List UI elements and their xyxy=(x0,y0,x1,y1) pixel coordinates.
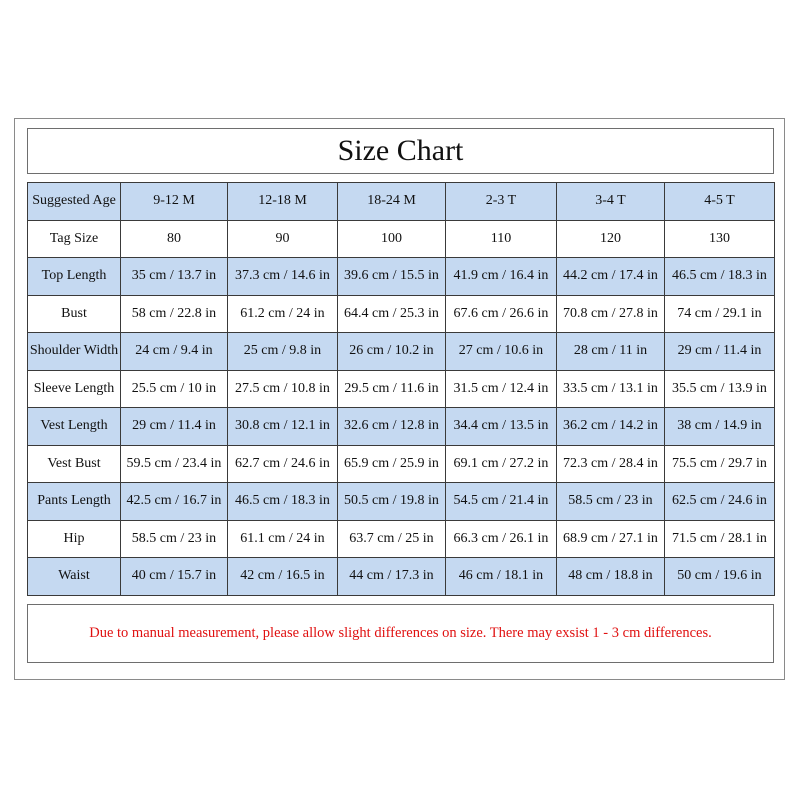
table-cell: 37.3 cm / 14.6 in xyxy=(228,258,338,296)
table-cell: 65.9 cm / 25.9 in xyxy=(338,445,446,483)
table-row xyxy=(28,520,775,558)
table-cell: 41.9 cm / 16.4 in xyxy=(446,258,557,296)
table-cell: 80 xyxy=(121,220,228,258)
row-label: Tag Size xyxy=(28,220,121,258)
table-cell: 58.5 cm / 23 in xyxy=(121,520,228,558)
table-row xyxy=(28,220,775,258)
row-label: Bust xyxy=(28,295,121,333)
table-cell: 50 cm / 19.6 in xyxy=(665,558,775,596)
table-cell: 46.5 cm / 18.3 in xyxy=(228,483,338,521)
table-cell: 44.2 cm / 17.4 in xyxy=(557,258,665,296)
table-cell: 46.5 cm / 18.3 in xyxy=(665,258,775,296)
row-label: Vest Length xyxy=(28,408,121,446)
table-cell: 38 cm / 14.9 in xyxy=(665,408,775,446)
table-cell: 27.5 cm / 10.8 in xyxy=(228,370,338,408)
table-cell: 70.8 cm / 27.8 in xyxy=(557,295,665,333)
table-cell: 28 cm / 11 in xyxy=(557,333,665,371)
table-cell: 35 cm / 13.7 in xyxy=(121,258,228,296)
table-cell: 90 xyxy=(228,220,338,258)
table-cell: 68.9 cm / 27.1 in xyxy=(557,520,665,558)
row-label: Vest Bust xyxy=(28,445,121,483)
table-cell: 42 cm / 16.5 in xyxy=(228,558,338,596)
table-cell: 100 xyxy=(338,220,446,258)
table-cell: 74 cm / 29.1 in xyxy=(665,295,775,333)
table-cell: 69.1 cm / 27.2 in xyxy=(446,445,557,483)
table-cell: 58 cm / 22.8 in xyxy=(121,295,228,333)
table-cell: 120 xyxy=(557,220,665,258)
table-cell: 31.5 cm / 12.4 in xyxy=(446,370,557,408)
table-cell: 32.6 cm / 12.8 in xyxy=(338,408,446,446)
table-row xyxy=(28,483,775,521)
table-cell: 66.3 cm / 26.1 in xyxy=(446,520,557,558)
table-cell: 25.5 cm / 10 in xyxy=(121,370,228,408)
table-cell: 34.4 cm / 13.5 in xyxy=(446,408,557,446)
table-row xyxy=(28,258,775,296)
table-cell: 24 cm / 9.4 in xyxy=(121,333,228,371)
table-cell: 35.5 cm / 13.9 in xyxy=(665,370,775,408)
table-cell: 58.5 cm / 23 in xyxy=(557,483,665,521)
table-cell: 33.5 cm / 13.1 in xyxy=(557,370,665,408)
table-cell: 48 cm / 18.8 in xyxy=(557,558,665,596)
table-cell: 36.2 cm / 14.2 in xyxy=(557,408,665,446)
table-row xyxy=(28,183,775,221)
table-cell: 50.5 cm / 19.8 in xyxy=(338,483,446,521)
table-cell: 42.5 cm / 16.7 in xyxy=(121,483,228,521)
table-cell: 29 cm / 11.4 in xyxy=(665,333,775,371)
table-cell: 62.5 cm / 24.6 in xyxy=(665,483,775,521)
table-cell: 61.2 cm / 24 in xyxy=(228,295,338,333)
table-cell: 61.1 cm / 24 in xyxy=(228,520,338,558)
table-cell: 46 cm / 18.1 in xyxy=(446,558,557,596)
chart-title: Size Chart xyxy=(27,128,774,174)
table-cell: 64.4 cm / 25.3 in xyxy=(338,295,446,333)
row-label: Suggested Age xyxy=(28,183,121,221)
table-row xyxy=(28,295,775,333)
table-cell: 40 cm / 15.7 in xyxy=(121,558,228,596)
table-row xyxy=(28,333,775,371)
table-cell: 29.5 cm / 11.6 in xyxy=(338,370,446,408)
table-cell: 4-5 T xyxy=(665,183,775,221)
table-body xyxy=(28,183,775,596)
table-cell: 12-18 M xyxy=(228,183,338,221)
row-label: Waist xyxy=(28,558,121,596)
table-row xyxy=(28,558,775,596)
table-cell: 18-24 M xyxy=(338,183,446,221)
table-cell: 26 cm / 10.2 in xyxy=(338,333,446,371)
table-cell: 67.6 cm / 26.6 in xyxy=(446,295,557,333)
table-cell: 59.5 cm / 23.4 in xyxy=(121,445,228,483)
table-row xyxy=(28,370,775,408)
table-cell: 62.7 cm / 24.6 in xyxy=(228,445,338,483)
table-cell: 2-3 T xyxy=(446,183,557,221)
table-cell: 130 xyxy=(665,220,775,258)
table-cell: 54.5 cm / 21.4 in xyxy=(446,483,557,521)
size-table xyxy=(27,182,775,596)
table-cell: 39.6 cm / 15.5 in xyxy=(338,258,446,296)
measurement-note: Due to manual measurement, please allow slight differences on size. There may exsist 1 - 3 cm differences. xyxy=(27,604,774,663)
table-cell: 9-12 M xyxy=(121,183,228,221)
table-row xyxy=(28,408,775,446)
table-cell: 29 cm / 11.4 in xyxy=(121,408,228,446)
table-cell: 27 cm / 10.6 in xyxy=(446,333,557,371)
table-cell: 3-4 T xyxy=(557,183,665,221)
row-label: Sleeve Length xyxy=(28,370,121,408)
row-label: Shoulder Width xyxy=(28,333,121,371)
row-label: Pants Length xyxy=(28,483,121,521)
table-cell: 44 cm / 17.3 in xyxy=(338,558,446,596)
table-cell: 63.7 cm / 25 in xyxy=(338,520,446,558)
table-cell: 72.3 cm / 28.4 in xyxy=(557,445,665,483)
table-cell: 30.8 cm / 12.1 in xyxy=(228,408,338,446)
table-cell: 25 cm / 9.8 in xyxy=(228,333,338,371)
table-row xyxy=(28,445,775,483)
row-label: Top Length xyxy=(28,258,121,296)
table-cell: 71.5 cm / 28.1 in xyxy=(665,520,775,558)
row-label: Hip xyxy=(28,520,121,558)
table-cell: 110 xyxy=(446,220,557,258)
table-cell: 75.5 cm / 29.7 in xyxy=(665,445,775,483)
